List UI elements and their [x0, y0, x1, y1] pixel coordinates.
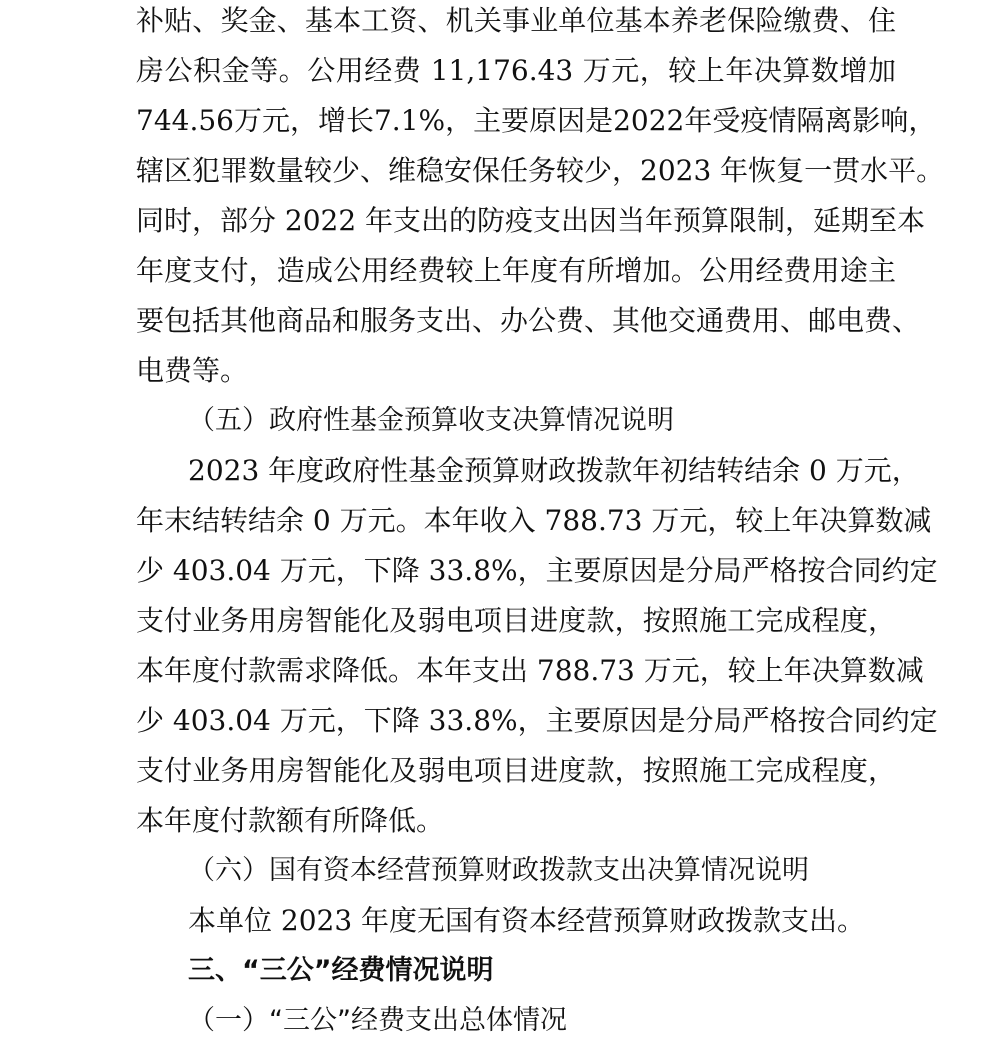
paragraph-line: 年度支付，造成公用经费较上年度有所增加。公用经费用途主: [136, 254, 896, 287]
paragraph-line: 补贴、奖金、基本工资、机关事业单位基本养老保险缴费、住: [136, 4, 896, 37]
subsection-heading-one: （一）“三公”经费支出总体情况: [188, 1005, 567, 1036]
paragraph-line: 要包括其他商品和服务支出、办公费、其他交通费用、邮电费、: [136, 304, 921, 337]
paragraph-line: 支付业务用房智能化及弱电项目进度款，按照施工完成程度，: [136, 754, 896, 787]
paragraph-line: 少 403.04 万元，下降 33.8%，主要原因是分局严格按合同约定: [136, 554, 938, 587]
paragraph-line: 房公积金等。公用经费 11,176.43 万元，较上年决算数增加: [136, 54, 896, 87]
paragraph-line: 本年度付款额有所降低。: [136, 804, 445, 837]
paragraph-line: 辖区犯罪数量较少、维稳安保任务较少，2023 年恢复一贯水平。: [136, 154, 945, 187]
paragraph-line: 支付业务用房智能化及弱电项目进度款，按照施工完成程度，: [136, 604, 896, 637]
paragraph-line: 年末结转结余 0 万元。本年收入 788.73 万元，较上年决算数减: [136, 504, 932, 537]
section-heading-five: （五）政府性基金预算收支决算情况说明: [188, 405, 674, 436]
section-heading-three-public: 三、“三公”经费情况说明: [188, 955, 494, 986]
paragraph-line: 744.56万元，增长7.1%，主要原因是2022年受疫情隔离影响，: [136, 104, 937, 137]
paragraph-line: 2023 年度政府性基金预算财政拨款年初结转结余 0 万元，: [188, 454, 920, 487]
paragraph-line: 本单位 2023 年度无国有资本经营预算财政拨款支出。: [188, 904, 866, 937]
paragraph-line: 少 403.04 万元，下降 33.8%，主要原因是分局严格按合同约定: [136, 704, 938, 737]
paragraph-line: 本年度付款需求降低。本年支出 788.73 万元，较上年决算数减: [136, 654, 924, 687]
section-heading-six: （六）国有资本经营预算财政拨款支出决算情况说明: [188, 855, 809, 886]
paragraph-line: 同时，部分 2022 年支出的防疫支出因当年预算限制，延期至本: [136, 204, 926, 237]
paragraph-line: 电费等。: [136, 354, 249, 387]
